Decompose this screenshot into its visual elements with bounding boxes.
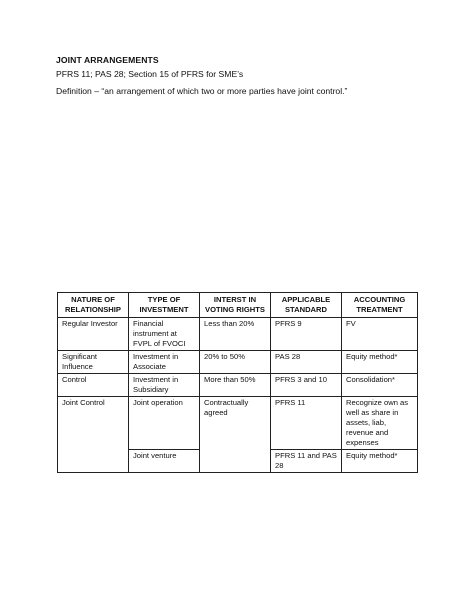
- table-cell: PAS 28: [271, 351, 342, 374]
- table-header-row: [58, 293, 418, 318]
- table-cell: Equity method*: [342, 351, 418, 374]
- table-cell: Investment in Associate: [129, 351, 200, 374]
- table-cell: [200, 450, 271, 473]
- table-cell: Investment in Subsidiary: [129, 374, 200, 397]
- relationship-table: [57, 292, 418, 473]
- table-cell: PFRS 11: [271, 397, 342, 450]
- document-references: PFRS 11; PAS 28; Section 15 of PFRS for SME’s: [56, 69, 244, 79]
- table-cell: Contractually agreed: [200, 397, 271, 450]
- table-cell: Regular Investor: [58, 318, 129, 351]
- table-cell: More than 50%: [200, 374, 271, 397]
- table-row: [58, 450, 418, 473]
- column-header: TYPE OF INVESTMENT: [129, 293, 200, 318]
- table-cell: Joint venture: [129, 450, 200, 473]
- column-header: NATURE OF RELATIONSHIP: [58, 293, 129, 318]
- table-cell: Recognize own as well as share in assets, liab, revenue and expenses: [342, 397, 418, 450]
- table-cell: PFRS 3 and 10: [271, 374, 342, 397]
- table-cell: Joint Control: [58, 397, 129, 450]
- column-header: APPLICABLE STANDARD: [271, 293, 342, 318]
- table-cell: Joint operation: [129, 397, 200, 450]
- document-title: JOINT ARRANGEMENTS: [56, 55, 159, 65]
- table-cell: PFRS 9: [271, 318, 342, 351]
- table-cell: Equity method*: [342, 450, 418, 473]
- table-cell: Less than 20%: [200, 318, 271, 351]
- table-cell: [58, 450, 129, 473]
- document-definition: Definition – “an arrangement of which two or more parties have joint control.”: [56, 86, 348, 96]
- column-header: INTERST IN VOTING RIGHTS: [200, 293, 271, 318]
- table-cell: FV: [342, 318, 418, 351]
- table-cell: 20% to 50%: [200, 351, 271, 374]
- table-cell: Financial instrument at FVPL of FVOCI: [129, 318, 200, 351]
- table-row: [58, 318, 418, 351]
- table-cell: Significant Influence: [58, 351, 129, 374]
- table-row: [58, 397, 418, 450]
- table-row: [58, 374, 418, 397]
- table-cell: Control: [58, 374, 129, 397]
- table-cell: PFRS 11 and PAS 28: [271, 450, 342, 473]
- table-cell: Consolidation*: [342, 374, 418, 397]
- table-row: [58, 351, 418, 374]
- column-header: ACCOUNTING TREATMENT: [342, 293, 418, 318]
